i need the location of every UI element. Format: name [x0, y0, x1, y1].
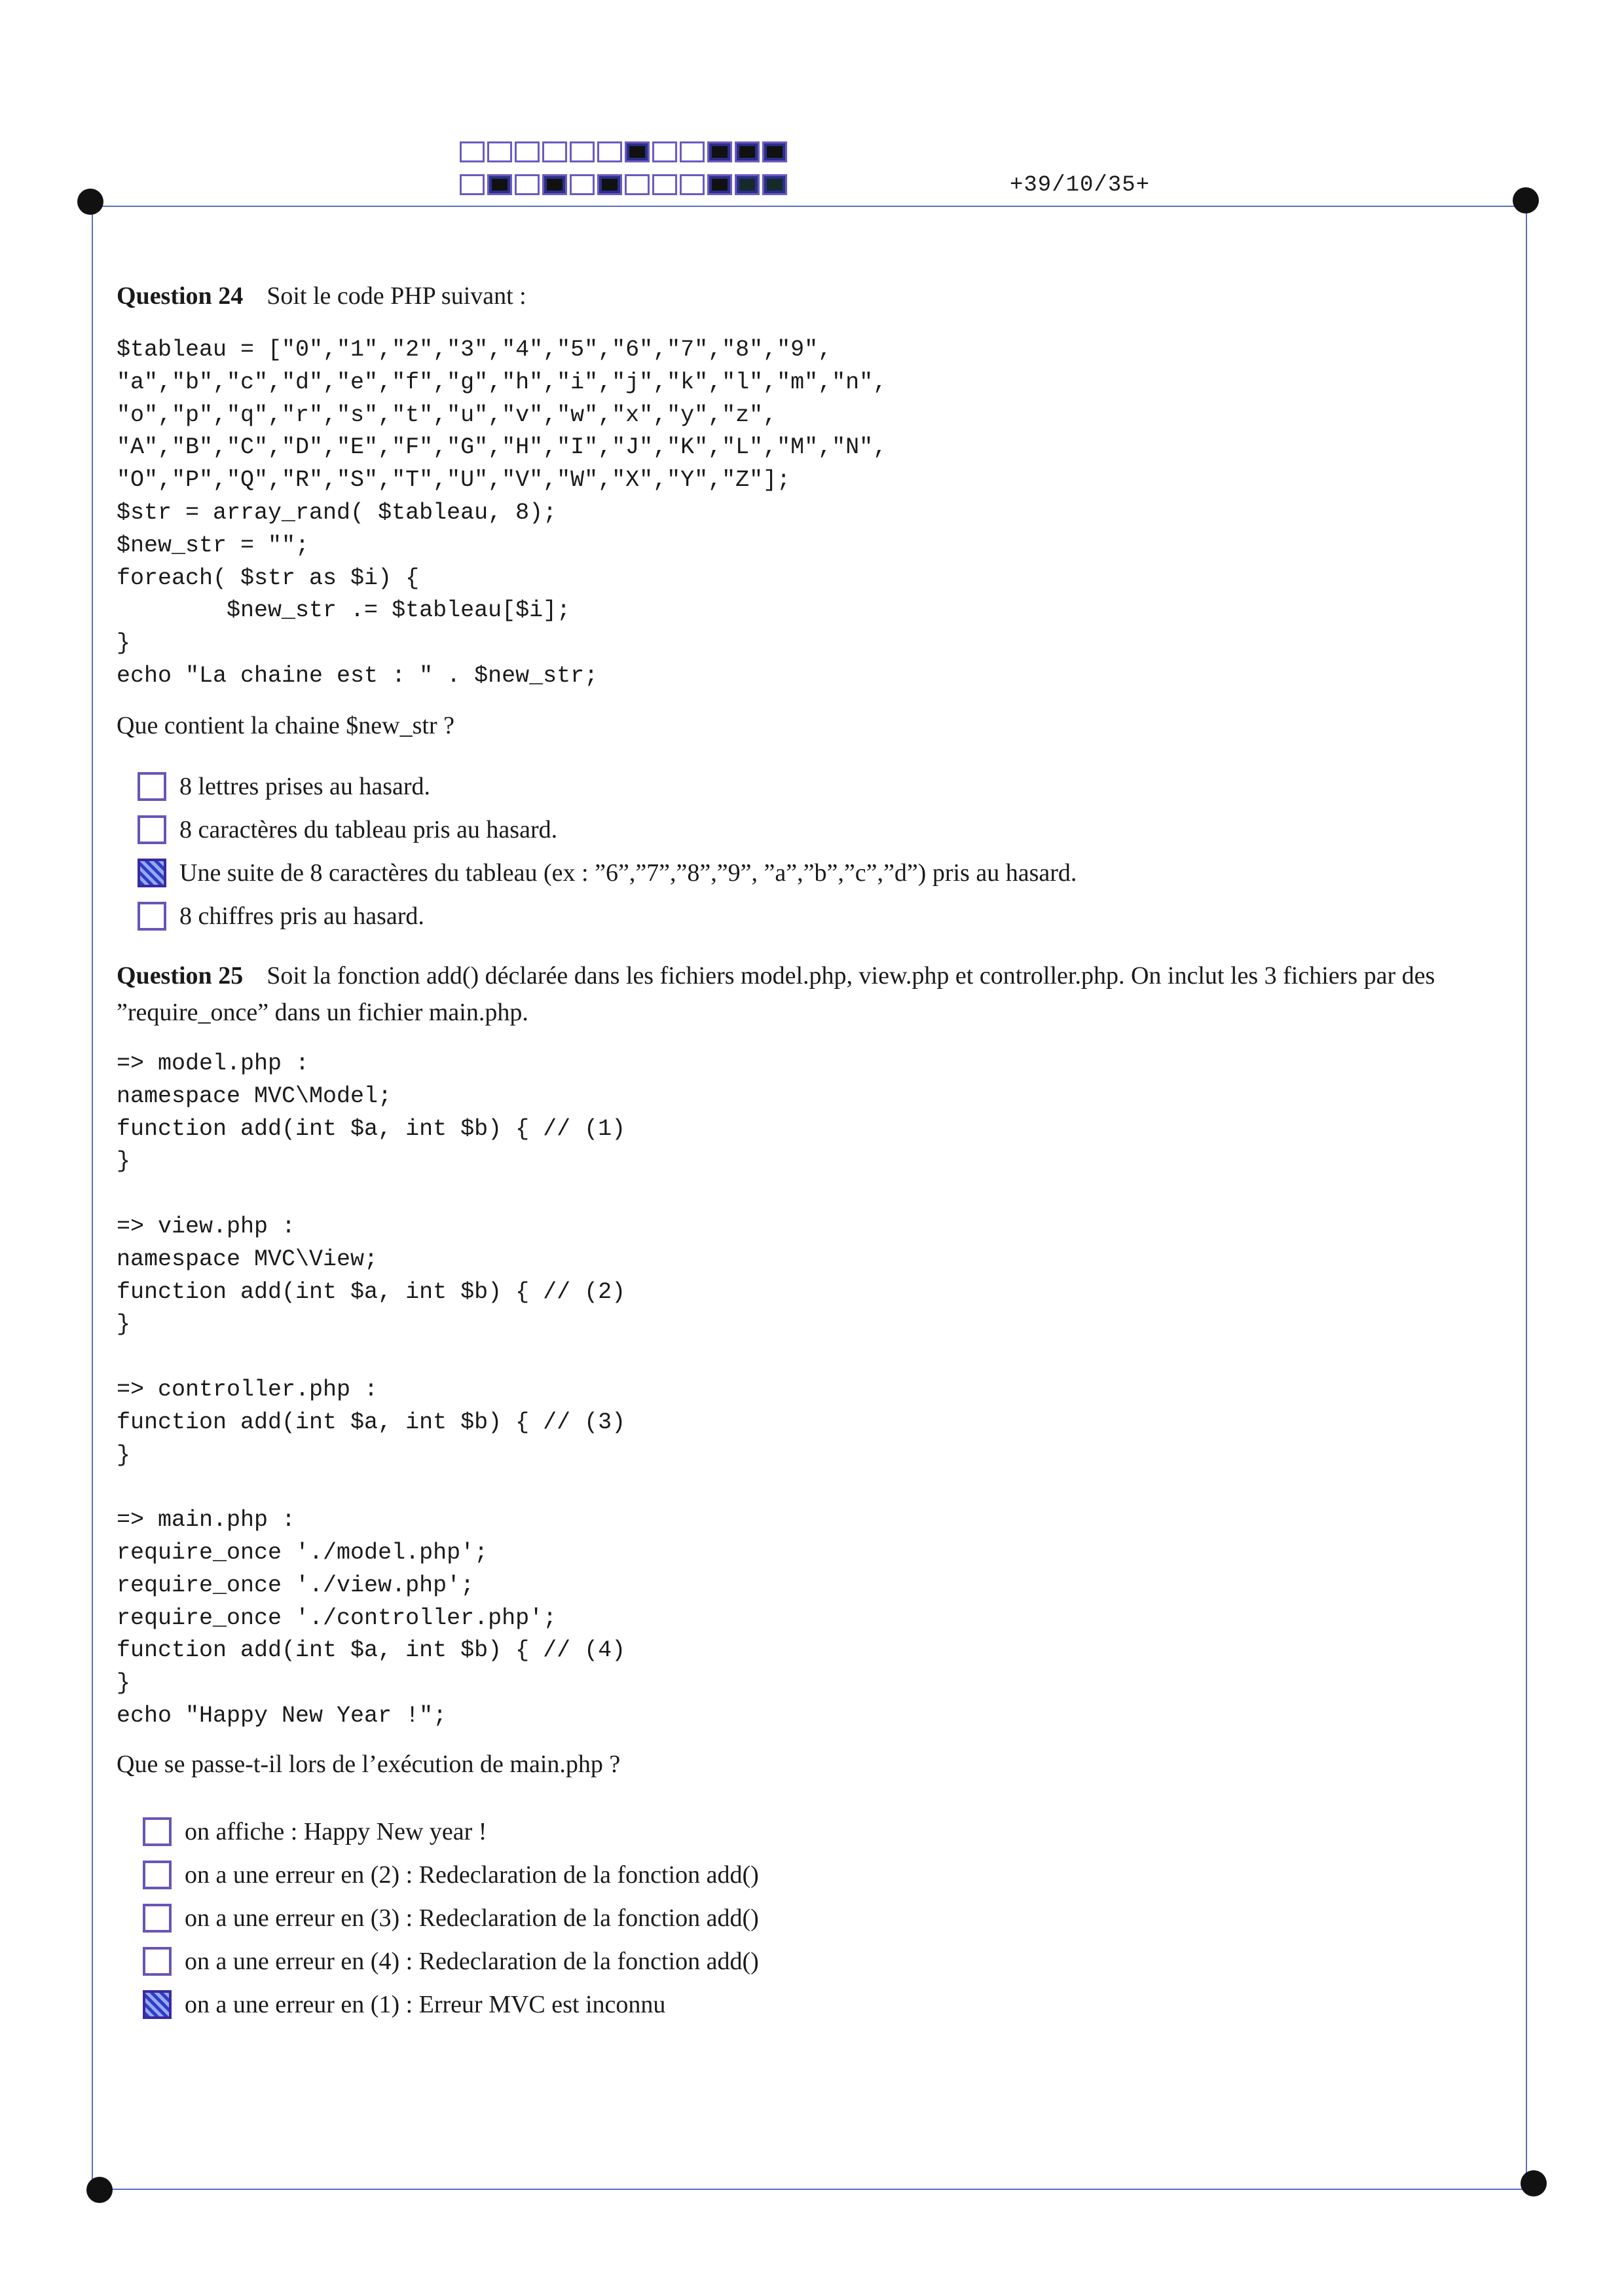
id-code-row-1 — [460, 141, 787, 162]
id-code-cell — [487, 141, 512, 162]
answer-text: on a une erreur en (4) : Redeclaration de la fonction add() — [185, 1948, 759, 1975]
question-25-prompt: Que se passe-t-il lors de l’exécution de main.php ? — [117, 1750, 621, 1778]
corner-mark-top-right — [1513, 187, 1539, 213]
answer-checkbox[interactable] — [138, 902, 166, 931]
id-code-cell — [680, 141, 705, 162]
id-code-cell — [735, 174, 760, 195]
id-code-cell — [542, 174, 567, 195]
answer-text: Une suite de 8 caractères du tableau (ex : ”6”,”7”,”8”,”9”, ”a”,”b”,”c”,”d”) pris au hasard. — [179, 859, 1077, 887]
question-24-prompt: Que contient la chaine $new_str ? — [117, 711, 454, 739]
id-code-cell — [487, 174, 512, 195]
id-code-row-2 — [460, 174, 787, 195]
id-code-cell — [680, 174, 705, 195]
question-24-code: $tableau = ["0","1","2","3","4","5","6","7","8","9", "a","b","c","d","e","f","g","h","i","j","k","l","m","n", "o","p","q","r","s","t","u","v","w","x","y","z", "A","B","C","D","E","F","G","H","I","J","K","L","M","N", "O","P","Q","R","S","T","U","V","W","X","Y","Z"]; $str = array_rand( $tableau, 8); $new_str = ""; foreach( $str as $i) { $new_str .= $tableau[$i]; } echo "La chaine est : " . $new_str; — [117, 337, 887, 689]
answer-option[interactable] — [143, 1940, 759, 1983]
question-text: Soit la fonction add() déclarée dans les fichiers model.php, view.php et controller.php. On inclut les 3 fichiers par des ”require_once” dans un fichier main.php. — [117, 962, 1435, 1026]
answer-checkbox[interactable] — [143, 1817, 172, 1846]
answer-checkbox[interactable] — [138, 772, 166, 801]
answer-option[interactable] — [138, 808, 1077, 851]
id-code-cell — [460, 141, 485, 162]
id-code-cell — [460, 174, 485, 195]
frame-right-line — [1526, 206, 1527, 2190]
answer-text: 8 caractères du tableau pris au hasard. — [179, 816, 558, 843]
question-label: Question 24 — [117, 282, 244, 310]
answer-option[interactable] — [138, 895, 1077, 938]
answer-text: on affiche : Happy New year ! — [185, 1818, 487, 1845]
answer-option[interactable] — [138, 765, 1077, 808]
id-code-cell — [707, 141, 732, 162]
answer-checkbox[interactable] — [143, 1904, 172, 1933]
answer-checkbox-checked[interactable] — [143, 1990, 172, 2019]
id-code-cell — [515, 174, 540, 195]
id-code-cell — [735, 141, 760, 162]
question-24-header — [117, 278, 1511, 314]
frame-left-line — [92, 206, 93, 2190]
question-24-answers — [138, 765, 1077, 938]
frame-top-line — [92, 206, 1527, 207]
id-code-cell — [707, 174, 732, 195]
answer-checkbox[interactable] — [143, 1947, 172, 1976]
answer-checkbox[interactable] — [138, 815, 166, 844]
answer-text: 8 lettres prises au hasard. — [179, 773, 431, 800]
question-25-code: => model.php : namespace MVC\Model; function add(int $a, int $b) { // (1) } => view.php : namespace MVC\View; function add(int $a, int $b) { // (2) } => controller.php : function add(int $a, int $b) { // (3) } => main.php : require_once './model.php'; require_once './view.php'; require_once './controller.php'; function add(int $a, int $b) { // (4) } echo "Happy New Year !"; — [117, 1050, 626, 1729]
id-code-cell — [625, 174, 650, 195]
id-code-cell — [652, 141, 677, 162]
frame-bottom-line — [92, 2189, 1527, 2190]
corner-mark-bottom-left — [86, 2177, 113, 2203]
corner-mark-bottom-right — [1521, 2170, 1547, 2196]
answer-text: 8 chiffres pris au hasard. — [179, 902, 424, 930]
question-24 — [117, 278, 1511, 744]
answer-checkbox-checked[interactable] — [138, 859, 166, 887]
id-code-cell — [597, 174, 622, 195]
question-text: Soit le code PHP suivant : — [267, 282, 526, 310]
answer-checkbox[interactable] — [143, 1861, 172, 1889]
page-id: +39/10/35+ — [1010, 173, 1151, 198]
question-label: Question 25 — [117, 962, 244, 990]
id-code-cell — [652, 174, 677, 195]
corner-mark-top-left — [77, 189, 103, 215]
id-code-cell — [515, 141, 540, 162]
id-code-cell — [625, 141, 650, 162]
answer-option[interactable] — [138, 851, 1077, 895]
answer-text: on a une erreur en (3) : Redeclaration de la fonction add() — [185, 1904, 759, 1932]
question-25-header — [117, 957, 1511, 1031]
answer-option[interactable] — [143, 1810, 759, 1853]
id-code-cell — [542, 141, 567, 162]
id-code-cell — [762, 141, 787, 162]
id-code-cell — [762, 174, 787, 195]
answer-text: on a une erreur en (1) : Erreur MVC est inconnu — [185, 1991, 666, 2018]
question-25-answers — [143, 1810, 759, 2026]
id-code-cell — [570, 174, 595, 195]
answer-text: on a une erreur en (2) : Redeclaration de la fonction add() — [185, 1861, 759, 1889]
id-code-cell — [597, 141, 622, 162]
question-25 — [117, 957, 1511, 1783]
answer-option[interactable] — [143, 1853, 759, 1897]
answer-option[interactable] — [143, 1897, 759, 1940]
id-code-cell — [570, 141, 595, 162]
answer-option[interactable] — [143, 1983, 759, 2026]
